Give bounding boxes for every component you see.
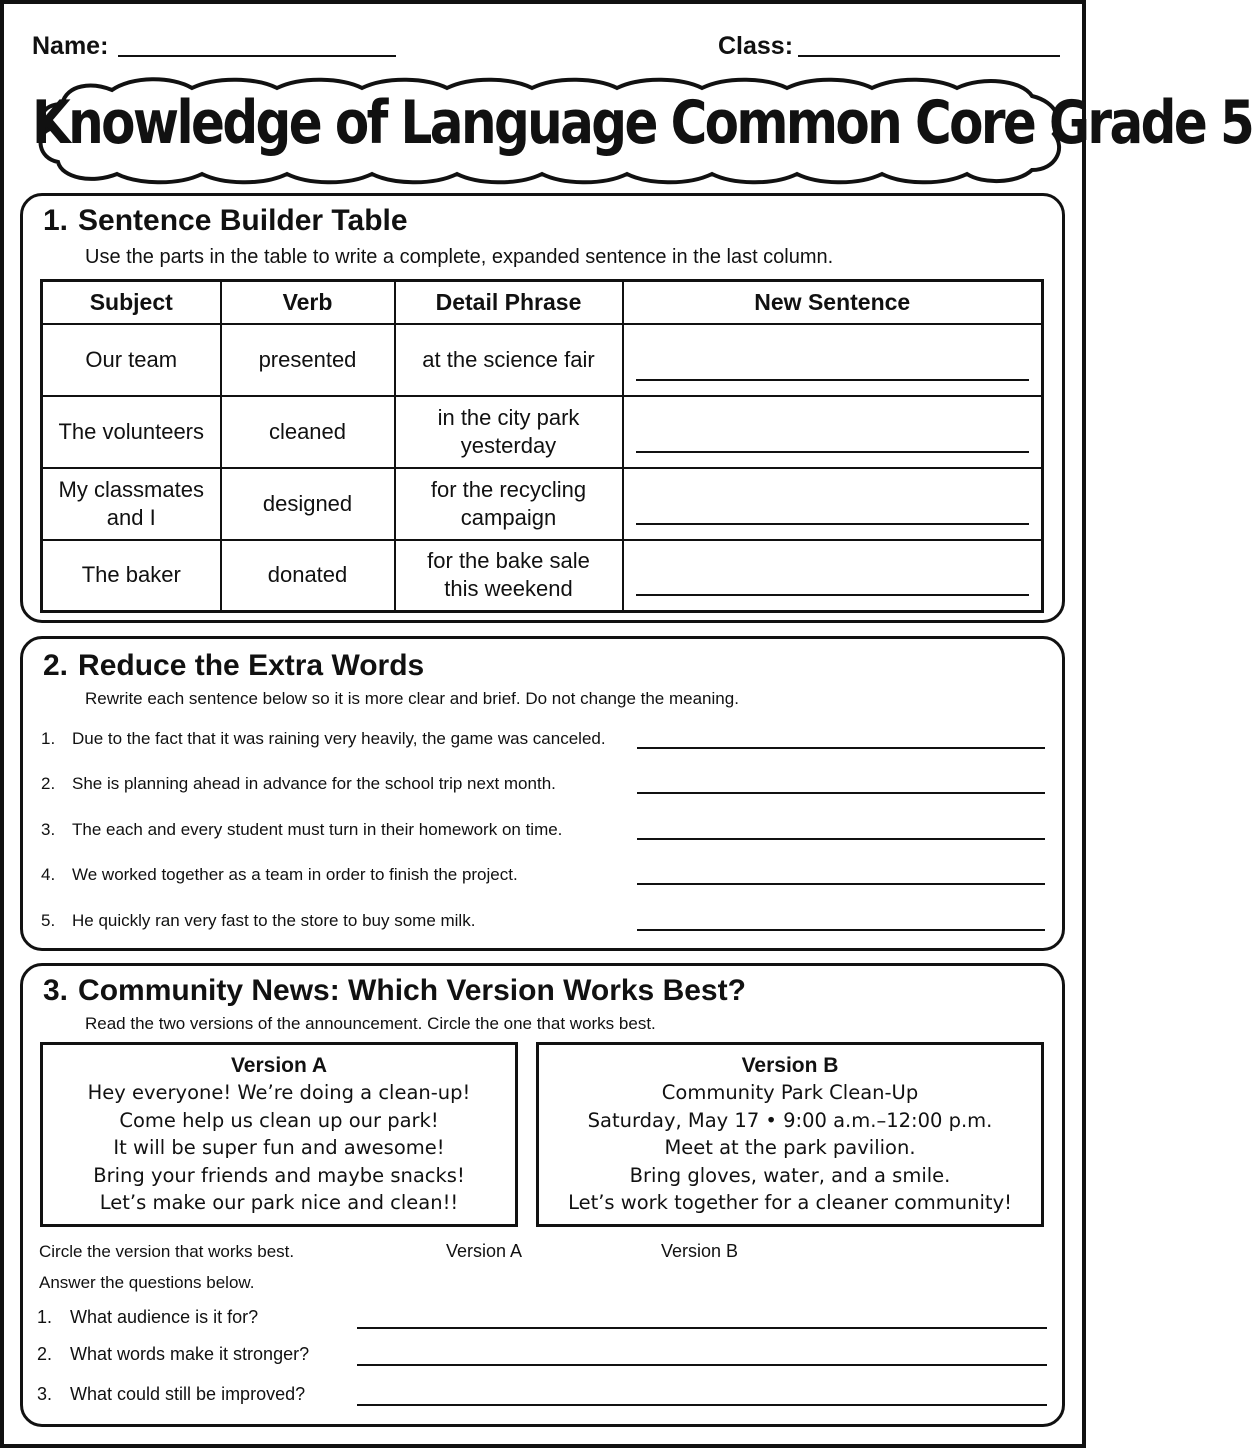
answer-line[interactable] xyxy=(637,747,1045,749)
verb-cell: cleaned xyxy=(221,396,395,468)
table-row xyxy=(42,468,1043,540)
version-b-line: Bring gloves, water, and a smile. xyxy=(629,1163,951,1187)
version-b-title: Version B xyxy=(741,1054,839,1077)
section-2-heading: Reduce the Extra Words xyxy=(78,649,425,682)
detail-text: for the bake sale xyxy=(427,548,590,574)
new-sentence-cell[interactable] xyxy=(623,396,1043,468)
question-text: What audience is it for? xyxy=(70,1307,259,1327)
question-number: 2. xyxy=(37,1344,53,1364)
version-a-line: Bring your friends and maybe snacks! xyxy=(93,1163,465,1187)
detail-text: at the science fair xyxy=(422,346,595,372)
answer-line[interactable] xyxy=(357,1327,1047,1329)
answer-prompt: Answer the questions below. xyxy=(39,1273,255,1292)
question-text: What words make it stronger? xyxy=(70,1344,310,1364)
item-number: 4. xyxy=(41,865,56,884)
section-2-number: 2. xyxy=(43,649,69,682)
column-header: Subject xyxy=(42,281,221,324)
verb-cell: donated xyxy=(221,540,395,612)
section-3-title xyxy=(43,974,746,1008)
verb-cell: presented xyxy=(221,324,395,396)
subject-cell xyxy=(42,540,221,612)
list-item xyxy=(41,816,1045,846)
section-1-instructions: Use the parts in the table to write a complete, expanded sentence in the last column. xyxy=(85,246,834,268)
section-2-instructions: Rewrite each sentence below so it is more clear and brief. Do not change the meaning. xyxy=(85,689,739,708)
detail-cell xyxy=(395,540,623,612)
subject-text: and I xyxy=(106,504,156,530)
list-item xyxy=(41,907,1045,937)
version-a-box xyxy=(40,1042,518,1227)
answer-line[interactable] xyxy=(636,379,1030,381)
item-text: We worked together as a team in order to finish the project. xyxy=(72,865,518,884)
version-a-line: It will be super fun and awesome! xyxy=(113,1136,445,1159)
subject-text: The volunteers xyxy=(58,418,205,444)
class-label: Class: xyxy=(718,32,794,60)
question-number: 3. xyxy=(37,1384,53,1404)
detail-text: for the recycling xyxy=(430,476,587,502)
item-text: The each and every student must turn in their homework on time. xyxy=(72,820,563,839)
section-1-heading: Sentence Builder Table xyxy=(78,204,408,237)
column-header: Detail Phrase xyxy=(395,281,623,324)
question-row xyxy=(37,1342,1047,1372)
section-3-instructions: Read the two versions of the announcement. Circle the one that works best. xyxy=(85,1014,656,1033)
answer-line[interactable] xyxy=(357,1364,1047,1366)
version-b-choice[interactable]: Version B xyxy=(661,1241,739,1261)
version-a-line: Hey everyone! We’re doing a clean-up! xyxy=(87,1081,471,1104)
answer-line[interactable] xyxy=(637,929,1045,931)
item-number: 5. xyxy=(41,911,56,930)
item-number: 3. xyxy=(41,820,56,839)
column-header: Verb xyxy=(221,281,395,324)
list-item xyxy=(41,725,1045,755)
community-news-section xyxy=(20,963,1065,1427)
column-header: New Sentence xyxy=(623,281,1043,324)
answer-line[interactable] xyxy=(637,792,1045,794)
detail-text: yesterday xyxy=(460,432,557,458)
section-1-title xyxy=(43,204,408,238)
section-3-heading: Community News: Which Version Works Best? xyxy=(78,974,746,1007)
table-row xyxy=(42,396,1043,468)
version-b-line: Meet at the park pavilion. xyxy=(664,1136,916,1159)
subject-cell xyxy=(42,324,221,396)
list-item xyxy=(41,861,1045,891)
item-text: Due to the fact that it was raining very heavily, the game was canceled. xyxy=(72,729,606,748)
new-sentence-cell[interactable] xyxy=(623,540,1043,612)
detail-cell xyxy=(395,324,623,396)
class-field[interactable] xyxy=(798,55,1060,57)
answer-line[interactable] xyxy=(637,838,1045,840)
subject-cell xyxy=(42,396,221,468)
sentence-builder-table xyxy=(40,279,1044,613)
item-number: 1. xyxy=(41,729,56,748)
subject-text: The baker xyxy=(81,562,181,588)
question-row xyxy=(37,1382,1047,1412)
table-row xyxy=(42,324,1043,396)
version-b-box xyxy=(536,1042,1044,1227)
version-a-line: Let’s make our park nice and clean!! xyxy=(99,1191,459,1214)
item-text: He quickly ran very fast to the store to buy some milk. xyxy=(72,911,476,930)
answer-line[interactable] xyxy=(636,451,1030,453)
version-b-line: Let’s work together for a cleaner community! xyxy=(568,1191,1012,1214)
version-a-choice[interactable]: Version A xyxy=(446,1241,523,1261)
answer-line[interactable] xyxy=(357,1404,1047,1406)
version-a-title: Version A xyxy=(230,1054,328,1077)
page-title: Knowledge of Language Common Core Grade 5 xyxy=(32,88,1252,158)
table-header-row xyxy=(42,281,1043,324)
subject-cell xyxy=(42,468,221,540)
subject-text: My classmates xyxy=(58,476,204,502)
detail-text: in the city park xyxy=(437,404,580,430)
verb-cell: designed xyxy=(221,468,395,540)
section-3-number: 3. xyxy=(43,974,69,1007)
section-1-number: 1. xyxy=(43,204,69,237)
name-label: Name: xyxy=(32,32,109,60)
new-sentence-cell[interactable] xyxy=(623,468,1043,540)
question-text: What could still be improved? xyxy=(70,1384,306,1404)
question-number: 1. xyxy=(37,1307,53,1327)
answer-line[interactable] xyxy=(636,523,1030,525)
question-row xyxy=(37,1305,1047,1335)
version-b-line: Saturday, May 17 • 9:00 a.m.–12:00 p.m. xyxy=(587,1108,993,1132)
detail-cell xyxy=(395,468,623,540)
new-sentence-cell[interactable] xyxy=(623,324,1043,396)
detail-text: campaign xyxy=(460,504,557,530)
item-text: She is planning ahead in advance for the school trip next month. xyxy=(72,774,556,793)
sentence-builder-section xyxy=(20,193,1065,623)
version-a-line: Come help us clean up our park! xyxy=(119,1108,439,1132)
list-item xyxy=(41,770,1045,800)
subject-text: Our team xyxy=(85,346,178,372)
item-number: 2. xyxy=(41,774,56,793)
circle-prompt: Circle the version that works best. xyxy=(39,1242,295,1261)
detail-cell xyxy=(395,396,623,468)
section-2-title xyxy=(43,649,424,683)
answer-line[interactable] xyxy=(636,594,1030,596)
answer-line[interactable] xyxy=(637,883,1045,885)
table-row xyxy=(42,540,1043,612)
detail-text: this weekend xyxy=(444,576,573,602)
name-field[interactable] xyxy=(118,55,396,57)
reduce-words-section xyxy=(20,636,1065,951)
version-b-line: Community Park Clean-Up xyxy=(661,1081,919,1104)
